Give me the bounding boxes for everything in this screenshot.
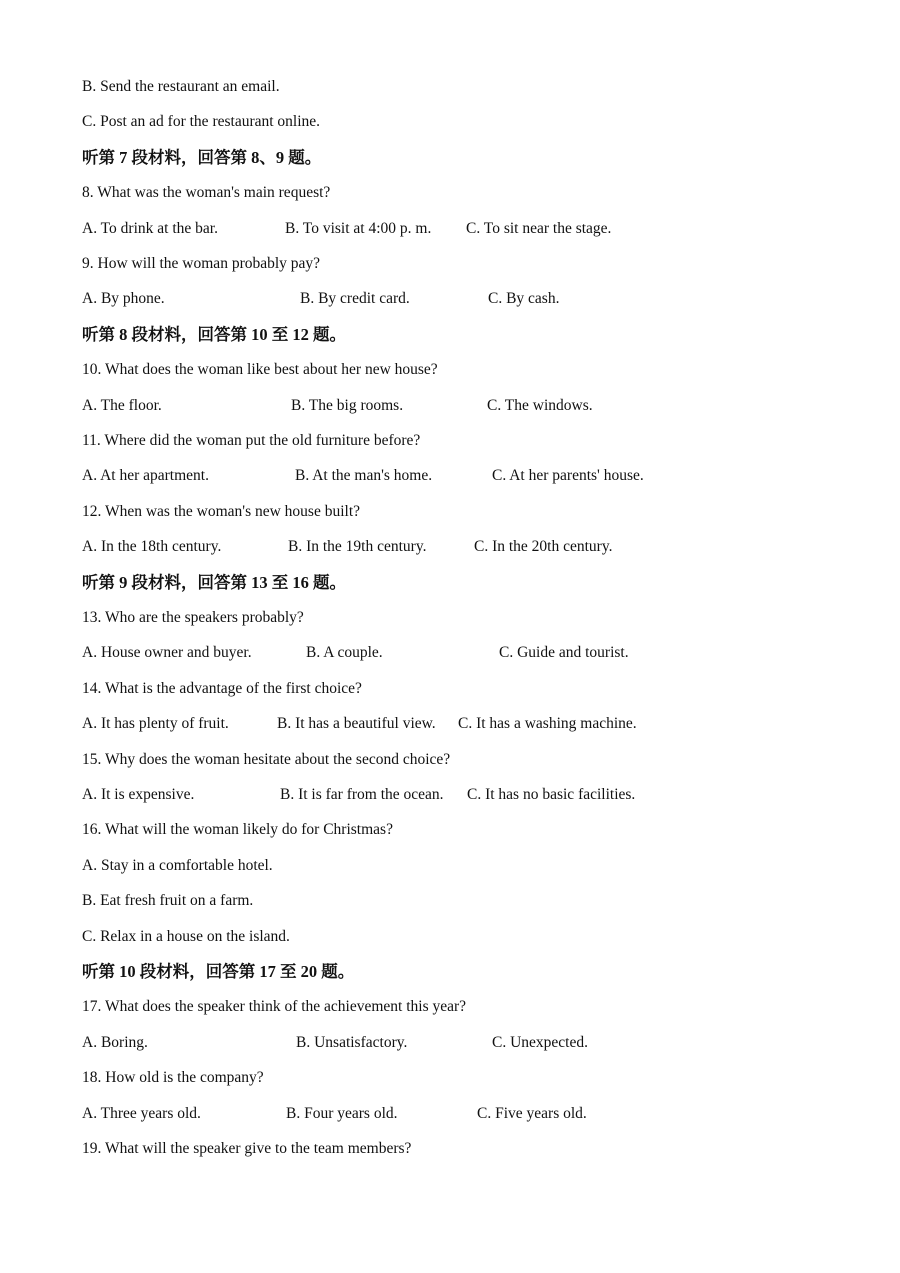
options-row <box>82 287 822 311</box>
options-row <box>82 641 822 665</box>
answer-option: C. By cash. <box>488 290 560 308</box>
answer-option: C. The windows. <box>487 396 593 414</box>
answer-option: A. Three years old. <box>82 1104 201 1122</box>
answer-option: B. Unsatisfactory. <box>296 1033 408 1051</box>
options-row <box>82 394 822 418</box>
options-row <box>82 712 822 736</box>
answer-option: B. By credit card. <box>300 290 410 308</box>
options-row <box>82 1102 822 1126</box>
answer-option: A. By phone. <box>82 290 165 308</box>
answer-option: A. To drink at the bar. <box>82 219 218 237</box>
section-heading: 听第 7 段材料，回答第 8、9 题。 <box>82 147 322 167</box>
answer-option: C. In the 20th century. <box>474 538 613 556</box>
question-text: 19. What will the speaker give to the team members? <box>82 1140 412 1157</box>
question-text: 15. Why does the woman hesitate about the second choice? <box>82 750 451 768</box>
options-row <box>82 464 822 488</box>
answer-option: A. House owner and buyer. <box>82 644 252 662</box>
answer-option: B. It is far from the ocean. <box>280 786 444 803</box>
question-text: 18. How old is the company? <box>82 1069 264 1087</box>
answer-option: B. In the 19th century. <box>288 538 427 556</box>
options-row <box>82 535 822 559</box>
answer-option: B. At the man's home. <box>295 467 433 485</box>
answer-option: B. The big rooms. <box>291 396 404 414</box>
section-heading: 听第 8 段材料，回答第 10 至 12 题。 <box>82 324 346 344</box>
question-text: 12. When was the woman's new house built? <box>82 502 361 520</box>
answer-option: C. At her parents' house. <box>492 467 644 485</box>
answer-option: C. It has no basic facilities. <box>467 786 636 803</box>
answer-option: A. At her apartment. <box>82 467 209 485</box>
answer-option: A. Stay in a comfortable hotel. <box>82 856 273 874</box>
question-text: 14. What is the advantage of the first choice? <box>82 679 362 697</box>
answer-option: C. Post an ad for the restaurant online. <box>82 113 321 131</box>
options-row <box>82 1031 822 1055</box>
answer-option: B. Four years old. <box>286 1104 398 1122</box>
question-text: 13. Who are the speakers probably? <box>82 609 304 626</box>
answer-option: C. Unexpected. <box>492 1033 588 1051</box>
answer-option: C. Five years old. <box>477 1104 587 1122</box>
answer-option: B. To visit at 4:00 p. m. <box>285 219 432 237</box>
question-text: 10. What does the woman like best about her new house? <box>82 361 438 379</box>
answer-option: A. It has plenty of fruit. <box>82 715 229 733</box>
answer-option: C. To sit near the stage. <box>466 219 612 237</box>
answer-option: A. The floor. <box>82 396 162 414</box>
answer-option: A. It is expensive. <box>82 786 195 803</box>
answer-option: B. Send the restaurant an email. <box>82 78 280 95</box>
answer-option: B. A couple. <box>306 644 383 662</box>
section-heading: 听第 10 段材料，回答第 17 至 20 题。 <box>82 962 355 981</box>
answer-option: C. It has a washing machine. <box>458 715 637 733</box>
answer-option: A. In the 18th century. <box>82 538 222 556</box>
question-text: 17. What does the speaker think of the achievement this year? <box>82 998 467 1016</box>
answer-option: A. Boring. <box>82 1033 148 1051</box>
options-row <box>82 217 822 241</box>
answer-option: B. It has a beautiful view. <box>277 715 436 733</box>
question-text: 16. What will the woman likely do for Christmas? <box>82 821 393 839</box>
question-text: 9. How will the woman probably pay? <box>82 255 321 272</box>
question-text: 8. What was the woman's main request? <box>82 184 331 202</box>
answer-option: C. Guide and tourist. <box>499 644 629 662</box>
section-heading: 听第 9 段材料，回答第 13 至 16 题。 <box>82 572 346 592</box>
answer-option: B. Eat fresh fruit on a farm. <box>82 892 254 910</box>
answer-option: C. Relax in a house on the island. <box>82 927 290 945</box>
options-row <box>82 783 822 807</box>
question-text: 11. Where did the woman put the old furniture before? <box>82 432 421 449</box>
